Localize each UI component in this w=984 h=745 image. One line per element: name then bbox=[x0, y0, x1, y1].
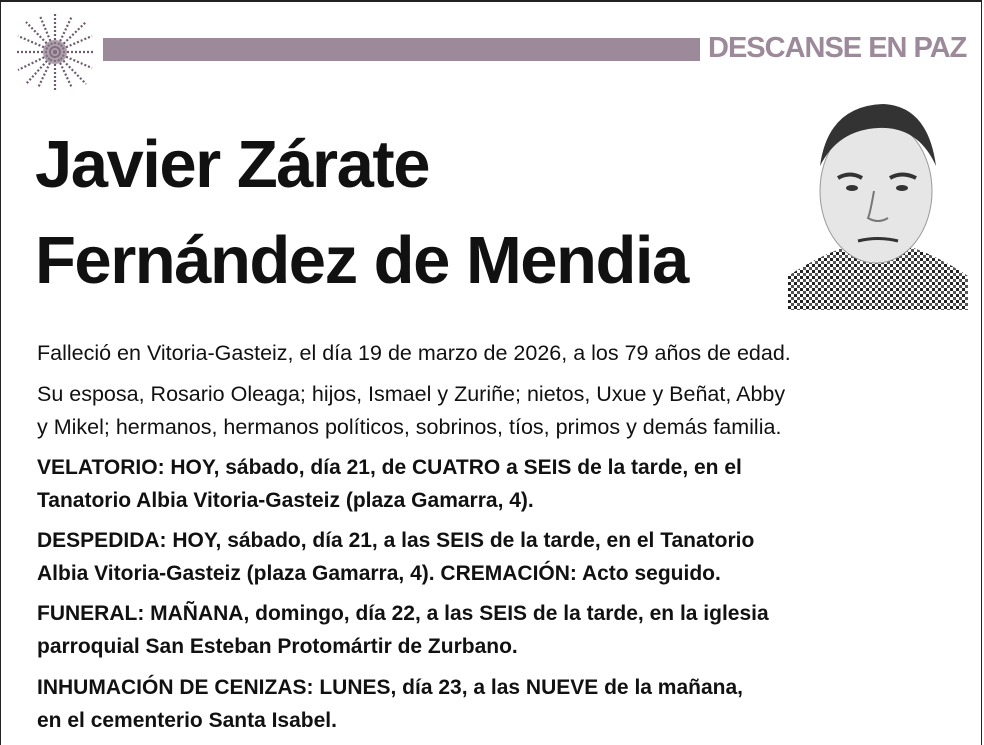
text-line: INHUMACIÓN DE CENIZAS: LUNES, día 23, a las NUEVE de la mañana, bbox=[37, 676, 743, 699]
despedida-paragraph bbox=[37, 524, 754, 590]
deceased-name-line2: Fernández de Mendia bbox=[35, 223, 688, 298]
text-line: FUNERAL: MAÑANA, domingo, día 22, a las SEIS de la tarde, en la iglesia bbox=[37, 602, 769, 625]
header-label: DESCANSE EN PAZ bbox=[708, 32, 967, 64]
flower-emblem-icon bbox=[12, 12, 98, 92]
inhumacion-paragraph bbox=[37, 671, 743, 737]
velatorio-paragraph bbox=[37, 451, 742, 517]
text-line: en el cementerio Santa Isabel. bbox=[37, 709, 337, 732]
deceased-photo bbox=[788, 96, 968, 310]
deceased-name-line1: Javier Zárate bbox=[35, 127, 429, 202]
text-line: Su esposa, Rosario Oleaga; hijos, Ismael y Zuriñe; nietos, Uxue y Beñat, Abby bbox=[37, 382, 786, 406]
text-line: DESPEDIDA: HOY, sábado, día 21, a las SEIS de la tarde, en el Tanatorio bbox=[37, 529, 755, 552]
text-line: Falleció en Vitoria-Gasteiz, el día 19 de marzo de 2026, a los 79 años de edad. bbox=[37, 341, 791, 365]
text-line: Tanatorio Albia Vitoria-Gasteiz (plaza Gamarra, 4). bbox=[37, 489, 534, 512]
death-announcement bbox=[37, 337, 791, 370]
header-bar bbox=[103, 38, 700, 61]
family-paragraph bbox=[37, 378, 785, 444]
text-line: parroquial San Esteban Protomártir de Zurbano. bbox=[37, 635, 518, 658]
text-line: Albia Vitoria-Gasteiz (plaza Gamarra, 4). CREMACIÓN: Acto seguido. bbox=[37, 562, 721, 585]
text-line: VELATORIO: HOY, sábado, día 21, de CUATRO a SEIS de la tarde, en el bbox=[37, 456, 742, 479]
text-line: y Mikel; hermanos, hermanos políticos, sobrinos, tíos, primos y demás familia. bbox=[37, 415, 782, 439]
funeral-paragraph bbox=[37, 597, 769, 663]
